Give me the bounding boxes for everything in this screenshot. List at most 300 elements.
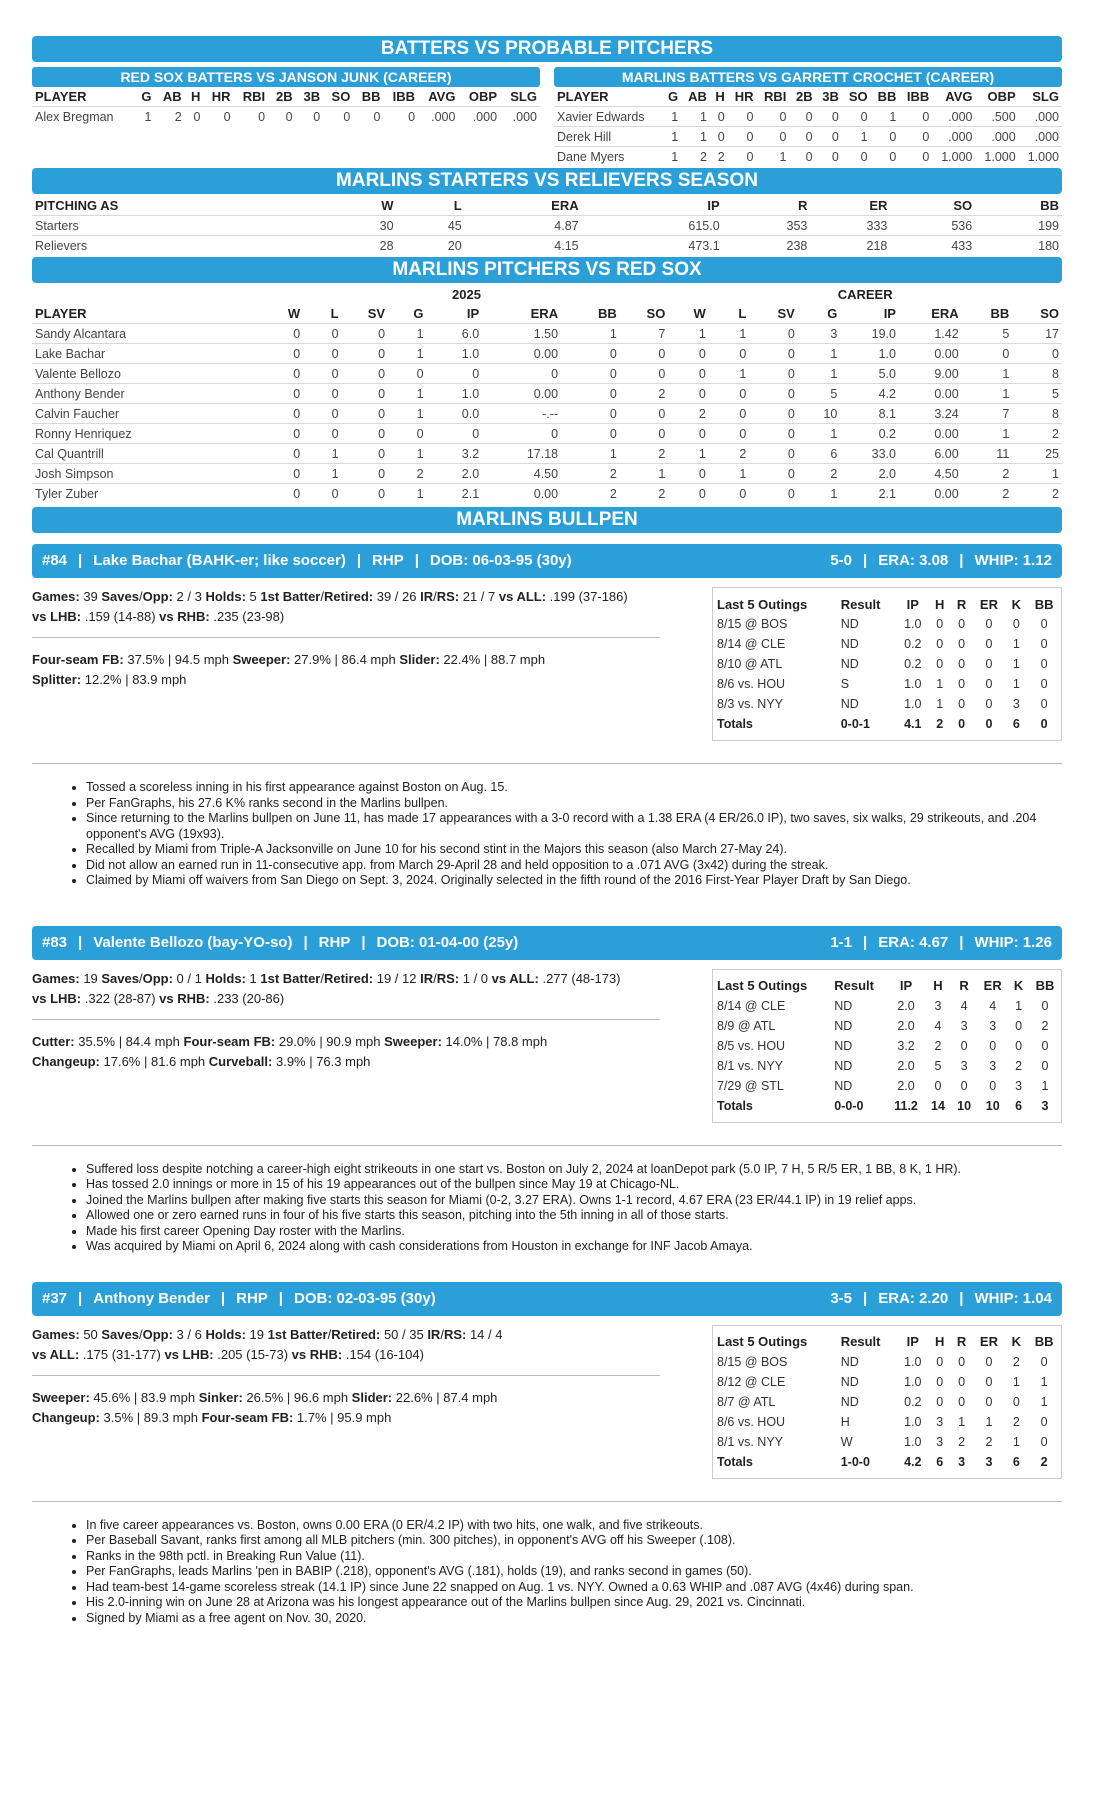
stat-label: Games:	[32, 589, 80, 604]
stat-cell: 1.000	[932, 147, 975, 167]
stat-value: 22.6% | 87.4 mph	[392, 1389, 498, 1405]
table-row	[32, 216, 1062, 236]
stat-cell: .000	[932, 127, 975, 147]
stat-cell: 433	[890, 236, 975, 256]
column-header: PLAYER	[35, 306, 87, 321]
stat-cell: 2	[710, 147, 728, 167]
stat-cell: ND	[834, 1078, 853, 1093]
stat-cell: 0	[985, 677, 993, 691]
separator: |	[959, 933, 964, 951]
stat-cell: 0	[749, 364, 798, 384]
stat-label: Slider:	[351, 1389, 393, 1405]
column-header: BB	[1040, 198, 1059, 213]
profile-body	[32, 587, 1062, 741]
stat-cell: 2	[620, 444, 669, 464]
stat-label: vs LHB:	[32, 990, 82, 1006]
outing-row	[713, 1076, 1061, 1096]
stat-cell: 0	[482, 364, 561, 384]
player-name-cell: Sandy Alcantara	[32, 324, 265, 344]
stat-cell: 1	[388, 484, 426, 504]
player-name-cell: Ronny Henriquez	[32, 424, 265, 444]
column-header: 2B	[276, 89, 293, 104]
column-header: AVG	[428, 89, 456, 104]
stat-cell: 0	[268, 107, 296, 127]
stat-cell: 1	[668, 444, 708, 464]
bullpen-banner: MARLINS BULLPEN	[32, 507, 1062, 533]
stat-cell: 0	[936, 637, 944, 651]
stat-cell: 17.18	[482, 444, 561, 464]
stat-cell: 1	[958, 1414, 966, 1429]
stat-cell: 0	[962, 344, 1013, 364]
stat-label: Retired:	[331, 1326, 381, 1342]
stat-cell: 1.0	[840, 344, 899, 364]
column-header: K	[1011, 596, 1021, 612]
last-5-outings-box	[712, 587, 1062, 741]
stat-cell: 1	[681, 127, 710, 147]
stat-value: 2 / 3	[172, 589, 206, 604]
stat-cell: .500	[975, 107, 1018, 127]
column-header: SV	[777, 306, 795, 321]
column-header: HR	[211, 89, 231, 104]
stat-cell: 0	[899, 107, 932, 127]
throwing-hand: RHP	[236, 1289, 268, 1307]
stat-cell: 0	[1040, 1414, 1048, 1429]
column-header: BB	[1034, 1334, 1054, 1349]
stat-value: 19 / 12	[373, 970, 421, 986]
stat-value: .175 (31-177)	[79, 1346, 165, 1362]
separator: |	[959, 552, 964, 569]
pitcher-profile	[32, 926, 1062, 1255]
column-header: RBI	[242, 89, 266, 104]
stat-cell: 199	[975, 216, 1062, 236]
stat-cell: 0	[265, 384, 303, 404]
red-sox-batters-title: RED SOX BATTERS VS JANSON JUNK (CAREER)	[32, 67, 540, 87]
column-header: SO	[953, 198, 973, 213]
column-header: Last 5 Outings	[717, 1334, 808, 1349]
stat-value: .233 (20-86)	[209, 990, 285, 1006]
stat-cell: 0	[958, 697, 966, 711]
stat-cell: 2.1	[427, 484, 483, 504]
outing-date: 8/10 @ ATL	[717, 657, 783, 671]
stat-cell: 0	[1012, 344, 1062, 364]
stat-value: /	[138, 589, 143, 604]
stat-label: Holds:	[205, 589, 246, 604]
stat-cell: 4.50	[899, 464, 962, 484]
stat-value: .199 (37-186)	[546, 589, 628, 604]
notes-list	[32, 1162, 1062, 1255]
stat-value: 50 / 35	[380, 1326, 428, 1342]
stat-cell: 0	[323, 107, 353, 127]
totals-cell: 6	[1012, 1454, 1020, 1469]
stat-cell: 0	[842, 147, 871, 167]
last-5-outings-box	[712, 1325, 1062, 1479]
column-header: ERA	[931, 306, 959, 321]
column-header: H	[935, 1334, 945, 1349]
stat-cell: .000	[975, 127, 1018, 147]
stat-cell: ND	[840, 657, 859, 671]
stat-cell: 0	[185, 107, 204, 127]
table-row	[32, 107, 540, 127]
player-name-cell: Valente Bellozo	[32, 364, 265, 384]
stat-cell: S	[840, 677, 850, 691]
column-header: BB	[990, 306, 1010, 321]
stat-cell: 0	[936, 1354, 944, 1369]
stat-cell: 0	[303, 384, 341, 404]
stat-cell: 1	[620, 464, 669, 484]
stat-cell: ND	[840, 617, 859, 631]
column-header: BB	[1035, 978, 1055, 993]
stat-value: /	[138, 970, 143, 986]
stat-label: Games:	[32, 970, 80, 986]
stat-value: 21 / 7	[459, 589, 499, 604]
stat-cell: 0	[620, 424, 669, 444]
stat-cell: 2.1	[840, 484, 899, 504]
stat-label: RS:	[443, 1326, 467, 1342]
stat-cell: 0	[303, 344, 341, 364]
stat-cell: 0	[985, 697, 993, 711]
stat-cell: 0	[985, 617, 993, 631]
stat-cell: 4.50	[482, 464, 561, 484]
stat-cell: 0	[816, 127, 842, 147]
stat-label: Curveball:	[208, 1053, 273, 1069]
stat-cell: 1	[1012, 657, 1020, 671]
stat-label: vs ALL:	[491, 970, 539, 986]
stat-value: 3.9% | 76.3 mph	[272, 1053, 371, 1069]
stat-cell: 0	[265, 404, 303, 424]
column-header: SO	[646, 306, 666, 321]
stat-label: IR	[420, 589, 434, 604]
stat-cell: .000	[932, 107, 975, 127]
stat-value: /	[320, 970, 324, 986]
stat-cell: 1	[303, 444, 341, 464]
stat-cell: 3	[960, 1058, 968, 1073]
column-header: Last 5 Outings	[717, 978, 808, 993]
stat-cell: 4.15	[465, 236, 582, 256]
pitch-mix-line-1	[32, 1032, 672, 1052]
stat-cell: 3.2	[897, 1038, 915, 1053]
stat-cell: 5	[962, 324, 1013, 344]
stat-cell: 1	[303, 464, 341, 484]
column-header: PLAYER	[557, 89, 609, 104]
stat-label: vs ALL:	[498, 589, 547, 604]
column-header: PITCHING AS	[35, 198, 119, 213]
stat-value: 39 / 26	[373, 589, 421, 604]
stat-cell: .000	[1019, 127, 1062, 147]
stat-value: .277 (48-173)	[538, 970, 621, 986]
jersey-number: #84	[42, 552, 68, 569]
stat-cell: 0	[749, 384, 798, 404]
outing-date: 8/15 @ BOS	[717, 617, 788, 631]
stat-cell: 0	[383, 107, 418, 127]
profile-summary	[830, 926, 1052, 960]
stat-cell: 1	[798, 484, 840, 504]
stat-cell: 0	[265, 424, 303, 444]
totals-cell: 10	[985, 1098, 1000, 1113]
stat-cell: 3.24	[899, 404, 962, 424]
stat-cell: 1	[388, 344, 426, 364]
stat-cell: 2	[620, 484, 669, 504]
totals-cell: 6	[936, 1454, 944, 1469]
stat-cell: 4	[934, 1018, 942, 1033]
player-name-cell: Derek Hill	[554, 127, 662, 147]
column-header: IP	[883, 306, 896, 321]
column-header: G	[413, 306, 424, 321]
stat-cell: 0	[749, 444, 798, 464]
stat-label: Splitter:	[32, 672, 82, 687]
column-header: G	[827, 306, 838, 321]
column-header: SLG	[510, 89, 537, 104]
stat-value: 5	[245, 589, 261, 604]
totals-cell: 14	[931, 1098, 945, 1113]
divider	[32, 1019, 660, 1020]
usage-line-1	[32, 1325, 672, 1345]
stat-cell: 2	[934, 1038, 942, 1053]
red-sox-batters-table	[32, 87, 540, 126]
stat-cell: 2.0	[897, 1018, 915, 1033]
stat-cell: 0.00	[899, 384, 962, 404]
stat-cell: 333	[810, 216, 890, 236]
section-divider	[32, 1501, 1062, 1502]
stat-value: /	[320, 589, 324, 604]
column-header: ERA	[530, 306, 559, 321]
stat-cell: 2	[709, 444, 749, 464]
last-5-outings-table	[713, 594, 1061, 734]
stat-cell: 0	[960, 1078, 968, 1093]
stat-label: 1st Batter	[267, 1326, 328, 1342]
red-sox-batters-block	[32, 67, 540, 166]
stat-cell: 0	[303, 484, 341, 504]
outing-row	[713, 674, 1061, 694]
whip-value: WHIP: 1.04	[974, 1289, 1052, 1307]
stat-cell: 0	[265, 444, 303, 464]
outing-date: 8/6 vs. HOU	[717, 677, 786, 691]
column-header: ER	[979, 1334, 998, 1349]
batters-vs-pitchers-banner: BATTERS VS PROBABLE PITCHERS	[32, 36, 1062, 62]
stat-cell: 0	[989, 1038, 997, 1053]
stat-cell: 4	[989, 998, 997, 1013]
player-name-cell: Starters	[32, 216, 189, 236]
stat-cell: 238	[723, 236, 811, 256]
separator: |	[863, 552, 868, 569]
stat-cell: 1	[662, 107, 681, 127]
stat-label: RS:	[436, 970, 460, 986]
stat-cell: 0	[265, 324, 303, 344]
column-header: L	[453, 198, 462, 213]
stat-cell: 0	[427, 424, 483, 444]
stat-value: 19	[245, 1326, 268, 1342]
outing-date: 8/12 @ CLE	[717, 1374, 786, 1389]
stat-cell: 4	[960, 998, 968, 1013]
table-row	[32, 344, 1062, 364]
stat-cell: 1	[662, 147, 681, 167]
stat-label: Retired:	[323, 970, 374, 986]
stat-cell: 0	[303, 364, 341, 384]
usage-line-2	[32, 607, 672, 627]
stat-cell: 45	[397, 216, 465, 236]
profile-stats	[32, 1325, 672, 1479]
note-item: • His 2.0-inning win on June 28 at Arizona was his longest appearance out of the Marlins bullpen since Aug. 29, 2021 vs. Cincinnati.	[86, 1595, 1062, 1611]
outing-row	[713, 614, 1061, 634]
stat-value: 37.5% | 94.5 mph	[123, 652, 233, 667]
outing-row	[713, 1392, 1061, 1412]
outing-row	[713, 1412, 1061, 1432]
stat-value: 1 / 0	[459, 970, 492, 986]
stat-cell: 1	[709, 324, 749, 344]
outing-date: 8/5 vs. HOU	[717, 1038, 786, 1053]
stat-cell: 4.2	[840, 384, 899, 404]
stat-label: Sweeper:	[384, 1033, 442, 1049]
stat-cell: 2	[962, 464, 1013, 484]
stat-cell: 0	[709, 424, 749, 444]
stat-cell: 6.0	[427, 324, 483, 344]
stat-cell: 0	[342, 344, 389, 364]
stat-label: Four-seam FB:	[201, 1409, 294, 1425]
section-divider	[32, 1145, 1062, 1146]
separator: |	[303, 933, 308, 951]
totals-cell: 0	[985, 717, 993, 731]
stat-cell: 1	[388, 324, 426, 344]
pitcher-profile	[32, 1282, 1062, 1627]
stat-cell: 0.0	[427, 404, 483, 424]
stat-cell: 0.00	[899, 344, 962, 364]
outing-date: 8/15 @ BOS	[717, 1354, 788, 1369]
stat-cell: 7	[962, 404, 1013, 424]
stat-cell: 1	[561, 324, 620, 344]
win-loss-record: 3-5	[830, 1289, 853, 1307]
stat-cell: 1	[662, 127, 681, 147]
stat-cell: 2	[681, 147, 710, 167]
stat-cell: 0	[620, 344, 669, 364]
stat-cell: ND	[840, 1354, 859, 1369]
column-header: IBB	[906, 89, 930, 104]
outing-date: 8/6 vs. HOU	[717, 1414, 786, 1429]
totals-row	[713, 1096, 1061, 1116]
stat-cell: 3	[1012, 697, 1020, 711]
stat-cell: 0	[668, 424, 708, 444]
stat-label: IR	[427, 1326, 441, 1342]
outing-row	[713, 1056, 1061, 1076]
stat-value: .159 (14-88)	[81, 609, 160, 624]
player-name-cell: Dane Myers	[554, 147, 662, 167]
outing-row	[713, 996, 1061, 1016]
stat-cell: ND	[840, 637, 859, 651]
note-item: • Per Baseball Savant, ranks first among all MLB pitchers (min. 300 pitches), in opponent's AVG off his Sweeper (.108).	[86, 1533, 1062, 1549]
stat-cell: 0	[1012, 617, 1020, 631]
stat-cell: 0	[756, 107, 789, 127]
separator: |	[78, 552, 83, 569]
stat-cell: 0	[303, 424, 341, 444]
stat-value: 12.2% | 83.9 mph	[81, 672, 187, 687]
stat-cell: 0	[1041, 1038, 1049, 1053]
stat-cell: 0	[353, 107, 383, 127]
stat-label: vs RHB:	[159, 990, 210, 1006]
stat-cell: 1	[1015, 998, 1023, 1013]
note-item: • Allowed one or zero earned runs in four of his five starts this season, pitching into the 5th inning in all of those starts.	[86, 1208, 1062, 1224]
win-loss-record: 1-1	[830, 933, 853, 951]
column-header: K	[1013, 978, 1024, 993]
table-header-row	[32, 196, 1062, 216]
stat-cell: 0	[388, 424, 426, 444]
stat-cell: 1.50	[482, 324, 561, 344]
stat-cell: 0	[342, 324, 389, 344]
column-header: H	[935, 596, 945, 612]
stat-label: vs LHB:	[164, 1346, 214, 1362]
totals-row	[713, 714, 1061, 734]
outing-row	[713, 1016, 1061, 1036]
note-item: • Claimed by Miami off waivers from San Diego on Sept. 3, 2024. Originally selected in the fifth round of the 2016 First-Year Player Draft by San Diego.	[86, 873, 1062, 889]
stat-cell: 0	[709, 384, 749, 404]
stat-cell: 0.00	[899, 484, 962, 504]
note-item: • Recalled by Miami from Triple-A Jacksonville on June 10 for his second stint in the Majors this season (also March 27-May 24).	[86, 842, 1062, 858]
column-header: AVG	[945, 89, 973, 104]
stat-cell: 0	[561, 404, 620, 424]
stat-cell: W	[840, 1434, 853, 1449]
column-header: L	[330, 306, 339, 321]
stat-cell: 2	[1012, 424, 1062, 444]
throwing-hand: RHP	[318, 933, 351, 951]
usage-line-1	[32, 587, 672, 607]
totals-cell: 4.1	[904, 717, 922, 731]
table-row	[554, 127, 1062, 147]
table-row	[32, 464, 1062, 484]
totals-cell: 0-0-1	[840, 717, 870, 731]
stat-cell: 0	[342, 444, 389, 464]
stat-cell: 2.0	[897, 998, 915, 1013]
stat-cell: 0	[668, 384, 708, 404]
stat-value: 14.0% | 78.8 mph	[441, 1033, 548, 1049]
notes-list	[32, 1518, 1062, 1627]
stat-cell: 2	[388, 464, 426, 484]
stat-cell: 1	[936, 697, 944, 711]
note-item: • Suffered loss despite notching a career-high eight strikeouts in one start vs. Boston on July 2, 2024 at loanDepot park (5.0 IP, 7 H, 5 R/5 ER, 1 BB, 8 K, 1 HR).	[86, 1162, 1062, 1178]
stat-cell: 0	[960, 1038, 968, 1053]
usage-line-2	[32, 989, 672, 1009]
stat-cell: 3	[989, 1018, 997, 1033]
table-header-row	[713, 1332, 1061, 1352]
stat-cell: 1	[388, 444, 426, 464]
stat-cell: 1.42	[899, 324, 962, 344]
stat-cell: 0	[561, 424, 620, 444]
column-header: ER	[869, 198, 888, 213]
stat-cell: 20	[397, 236, 465, 256]
separator: |	[863, 933, 868, 951]
stat-cell: 0	[728, 147, 757, 167]
totals-cell: Totals	[717, 1098, 753, 1113]
era-value: ERA: 4.67	[878, 933, 949, 951]
profile-header	[32, 926, 1062, 960]
column-header: ERA	[551, 198, 579, 213]
table-row	[32, 484, 1062, 504]
totals-cell: 3	[985, 1454, 993, 1469]
separator: |	[863, 1289, 868, 1307]
stat-value: /	[433, 589, 437, 604]
stat-cell: .000	[1019, 107, 1062, 127]
stat-cell: 0	[342, 424, 389, 444]
note-item: • Signed by Miami as a free agent on Nov. 30, 2020.	[86, 1611, 1062, 1627]
last-5-outings-table	[713, 1332, 1061, 1472]
stat-cell: 1	[1012, 637, 1020, 651]
page	[32, 36, 1062, 1626]
column-header: ER	[983, 978, 1002, 993]
profile-header	[32, 1282, 1062, 1316]
column-header: AB	[162, 89, 182, 104]
stat-cell: 0	[728, 107, 757, 127]
column-header: SV	[367, 306, 386, 321]
player-name-cell: Alex Bregman	[32, 107, 135, 127]
totals-cell: 0-0-0	[834, 1098, 864, 1113]
stat-cell: 0	[710, 107, 728, 127]
stat-cell: 1	[709, 364, 749, 384]
